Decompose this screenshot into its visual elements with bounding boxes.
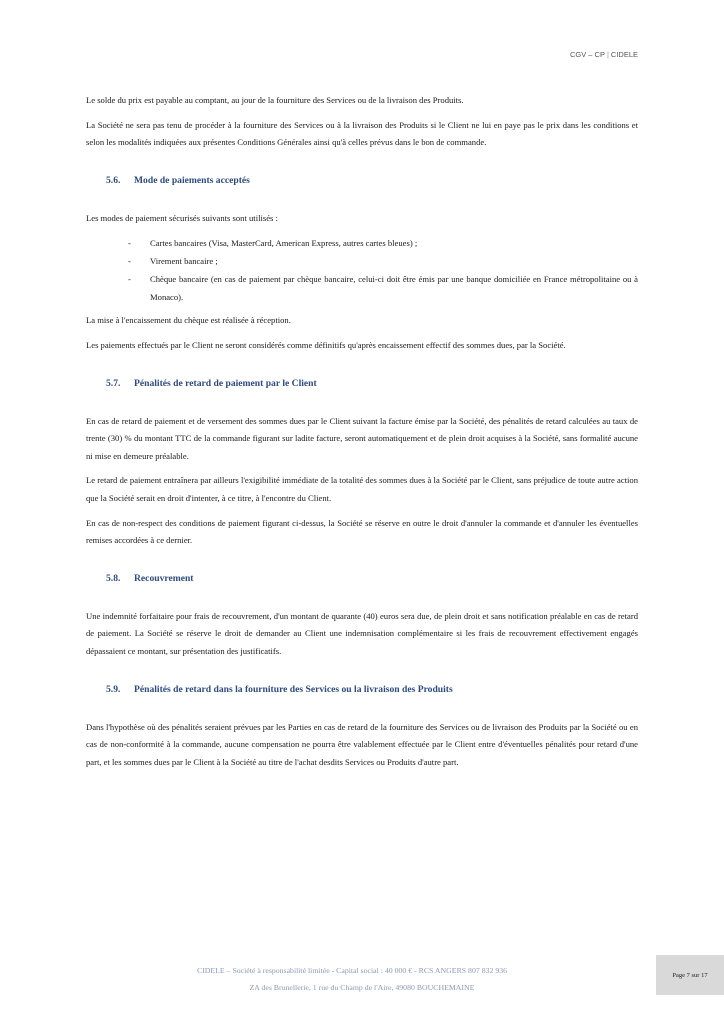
payment-methods-list	[86, 234, 638, 306]
paragraph: La mise à l'encaissement du chèque est réalisée à réception.	[86, 315, 291, 326]
paragraph: Dans l'hypothèse où des pénalités seraient prévues par les Parties en cas de retard de la fourniture des Services ou de livraison des Produits par la Société ou en cas de non-conformité à la commande, aucune compensation ne pourra être valablement effectuée par le Client entre d'éventuelles pénalités pour retard d'une part, et les sommes dues par le Client à la Société au titre de l'achat desdits Services ou Produits d'autre part.	[86, 721, 638, 767]
section-number: 5.6.	[106, 174, 121, 186]
page-number-box	[656, 955, 724, 995]
paragraph: Les paiements effectués par le Client ne seront considérés comme définitifs qu'après encaissement effectif des sommes dues, par la Société.	[86, 339, 566, 350]
section-heading-5-6	[106, 174, 638, 188]
page-header	[570, 50, 638, 59]
dash-bullet: -	[128, 238, 131, 249]
dash-bullet: -	[128, 274, 131, 285]
paragraph: Les modes de paiement sécurisés suivants sont utilisés :	[86, 212, 278, 223]
list-item: - Chèque bancaire (en cas de paiement par chèque bancaire, celui-ci doit être émis par une banque domiciliée en France métropolitaine ou à Monaco).	[86, 270, 638, 306]
paragraph: La Société ne sera pas tenu de procéder à la fourniture des Services ou à la livraison des Produits si le Client ne lui en paye pas le prix dans les conditions et selon les modalités indiquées aux présentes Conditions Générales ainsi qu'à celles prévus dans le bon de commande.	[86, 119, 638, 148]
paragraph: En cas de retard de paiement et de versement des sommes dues par le Client suivant la facture émise par la Société, des pénalités de retard calculées au taux de trente (30) % du montant TTC de la commande figurant sur ladite facture, seront automatiquement et de plein droit acquises à la Société, sans formalité aucune ni mise en demeure préalable.	[86, 415, 638, 461]
section-heading-5-8	[106, 572, 638, 586]
page-number: Page 7 sur 17	[672, 971, 708, 979]
section-heading-5-9	[106, 683, 638, 697]
section-number: 5.9.	[106, 683, 121, 695]
list-item: - Cartes bancaires (Visa, MasterCard, American Express, autres cartes bleues) ;	[86, 234, 638, 252]
section-title: Pénalités de retard dans la fourniture des Services ou la livraison des Produits	[134, 683, 453, 695]
paragraph: Le solde du prix est payable au comptant, au jour de la fourniture des Services ou de la livraison des Produits.	[86, 95, 464, 105]
section-number: 5.8.	[106, 572, 121, 584]
dash-bullet: -	[128, 256, 131, 267]
paragraph: Le retard de paiement entraînera par ailleurs l'exigibilité immédiate de la totalité des sommes dues à la Société par le Client, sans préjudice de toute autre action que la Société serait en droit d'intenter, à ce titre, à l'encontre du Client.	[86, 475, 638, 503]
paragraph: En cas de non-respect des conditions de paiement figurant ci-dessus, la Société se réserve en outre le droit d'annuler la commande et d'annuler les éventuelles remises accordées à ce dernier.	[86, 517, 638, 546]
footer-company-line: CIDELE – Société à responsabilité limitée - Capital social : 40 000 € - RCS ANGERS 807 832 936	[196, 966, 508, 975]
section-title: Pénalités de retard de paiement par le Client	[134, 377, 317, 389]
section-title: Mode de paiements acceptés	[134, 174, 250, 186]
list-item: - Virement bancaire ;	[86, 252, 638, 270]
section-heading-5-7	[106, 377, 638, 391]
paragraph: Une indemnité forfaitaire pour frais de recouvrement, d'un montant de quarante (40) euros sera due, de plein droit et sans notification préalable en cas de retard de paiement. La Société se réserve le droit de demander au Client une indemnisation complémentaire si les frais de recouvrement effectivement engagés dépassaient ce montant, sur présentation des justificatifs.	[86, 610, 638, 656]
page-footer	[0, 962, 724, 996]
footer-address-line: ZA des Brunellerie, 1 rue du Champ de l'Aire, 49080 BOUCHEMAINE	[249, 983, 475, 992]
header-separator: |	[606, 50, 609, 59]
section-number: 5.7.	[106, 377, 121, 389]
header-company: CIDELE	[610, 50, 638, 59]
document-body	[86, 92, 638, 778]
header-doc-ref: CGV – CP	[569, 50, 605, 59]
section-title: Recouvrement	[134, 572, 194, 584]
